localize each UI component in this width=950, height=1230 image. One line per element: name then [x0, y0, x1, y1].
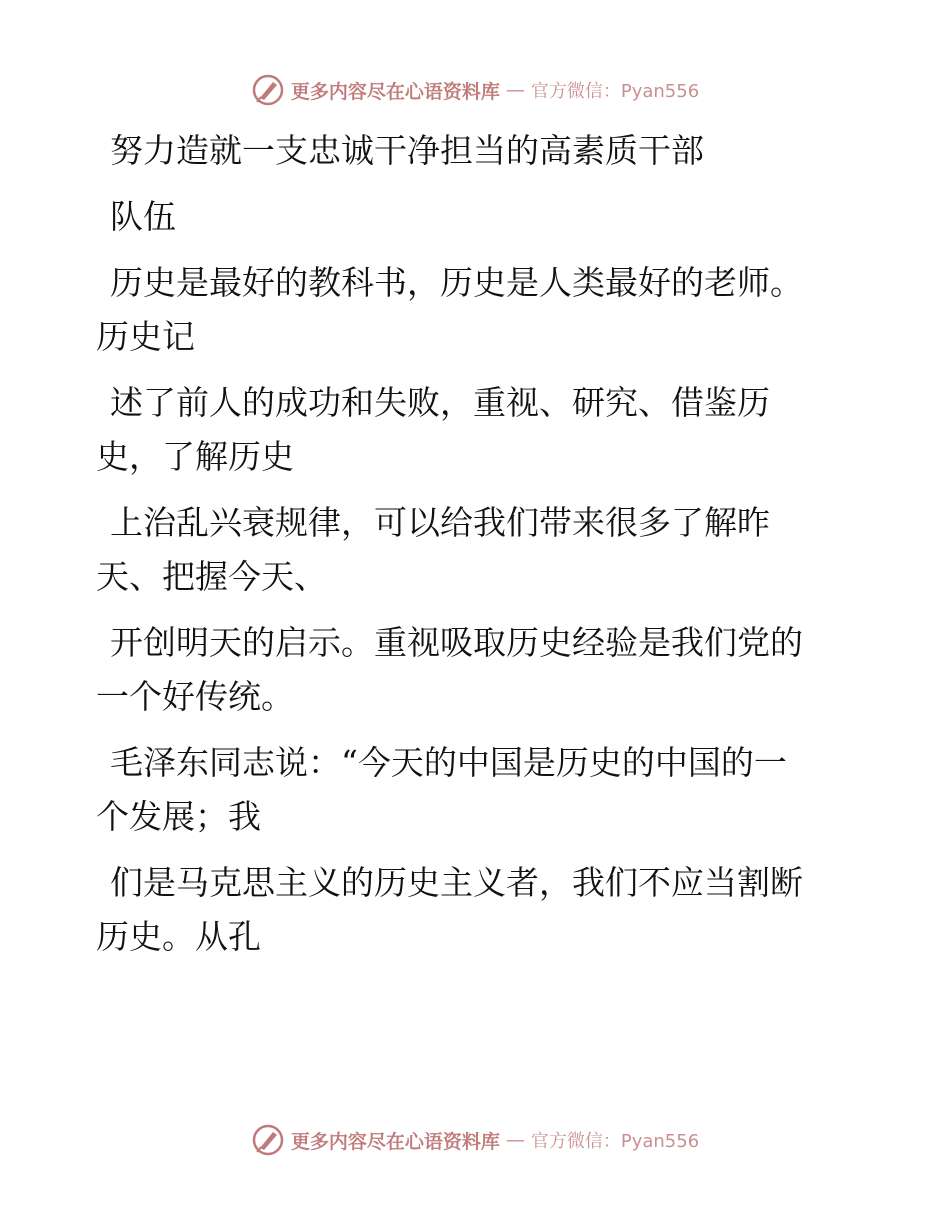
paragraph-1 [96, 112, 836, 178]
text-line: 天、把握今天、 [96, 557, 327, 596]
paragraph-7 [96, 724, 836, 844]
paragraph-5 [96, 484, 836, 604]
text-line: 队伍 [110, 197, 176, 236]
text-line: 开创明天的启示。重视吸取历史经验是我们党的 [110, 623, 803, 662]
text-line: 们是马克思主义的历史主义者，我们不应当割断 [110, 863, 803, 902]
watermark-brand: 更多内容尽在心语资料库 [290, 1130, 500, 1153]
text-line: 努力造就一支忠诚干净担当的高素质干部 [110, 131, 704, 170]
text-line: 历史。从孔 [96, 917, 261, 956]
text-line: 述了前人的成功和失败，重视、研究、借鉴历 [110, 383, 770, 422]
text-line: 史，了解历史 [96, 437, 294, 476]
header-watermark [0, 70, 950, 110]
paragraph-6 [96, 604, 836, 724]
watermark-contact: 官方微信：Pyan556 [530, 1131, 700, 1152]
watermark-dash: — [505, 79, 525, 101]
text-line: 个发展；我 [96, 797, 261, 836]
text-line: 毛泽东同志说：“今天的中国是历史的中国的一 [110, 743, 787, 782]
quill-pen-logo-icon [251, 73, 285, 107]
text-line: 一个好传统。 [96, 677, 294, 716]
quill-pen-logo-icon [251, 1123, 285, 1157]
footer-watermark [0, 1120, 950, 1160]
text-line: 历史记 [96, 317, 195, 356]
paragraph-3 [96, 244, 836, 364]
document-body [96, 112, 836, 964]
text-line: 上治乱兴衰规律，可以给我们带来很多了解昨 [110, 503, 770, 542]
text-line: 历史是最好的教科书，历史是人类最好的老师。 [110, 263, 803, 302]
watermark-contact: 官方微信：Pyan556 [530, 81, 700, 102]
watermark-brand: 更多内容尽在心语资料库 [290, 80, 500, 103]
paragraph-4 [96, 364, 836, 484]
paragraph-8 [96, 844, 836, 964]
watermark-dash: — [505, 1129, 525, 1151]
paragraph-2 [96, 178, 836, 244]
